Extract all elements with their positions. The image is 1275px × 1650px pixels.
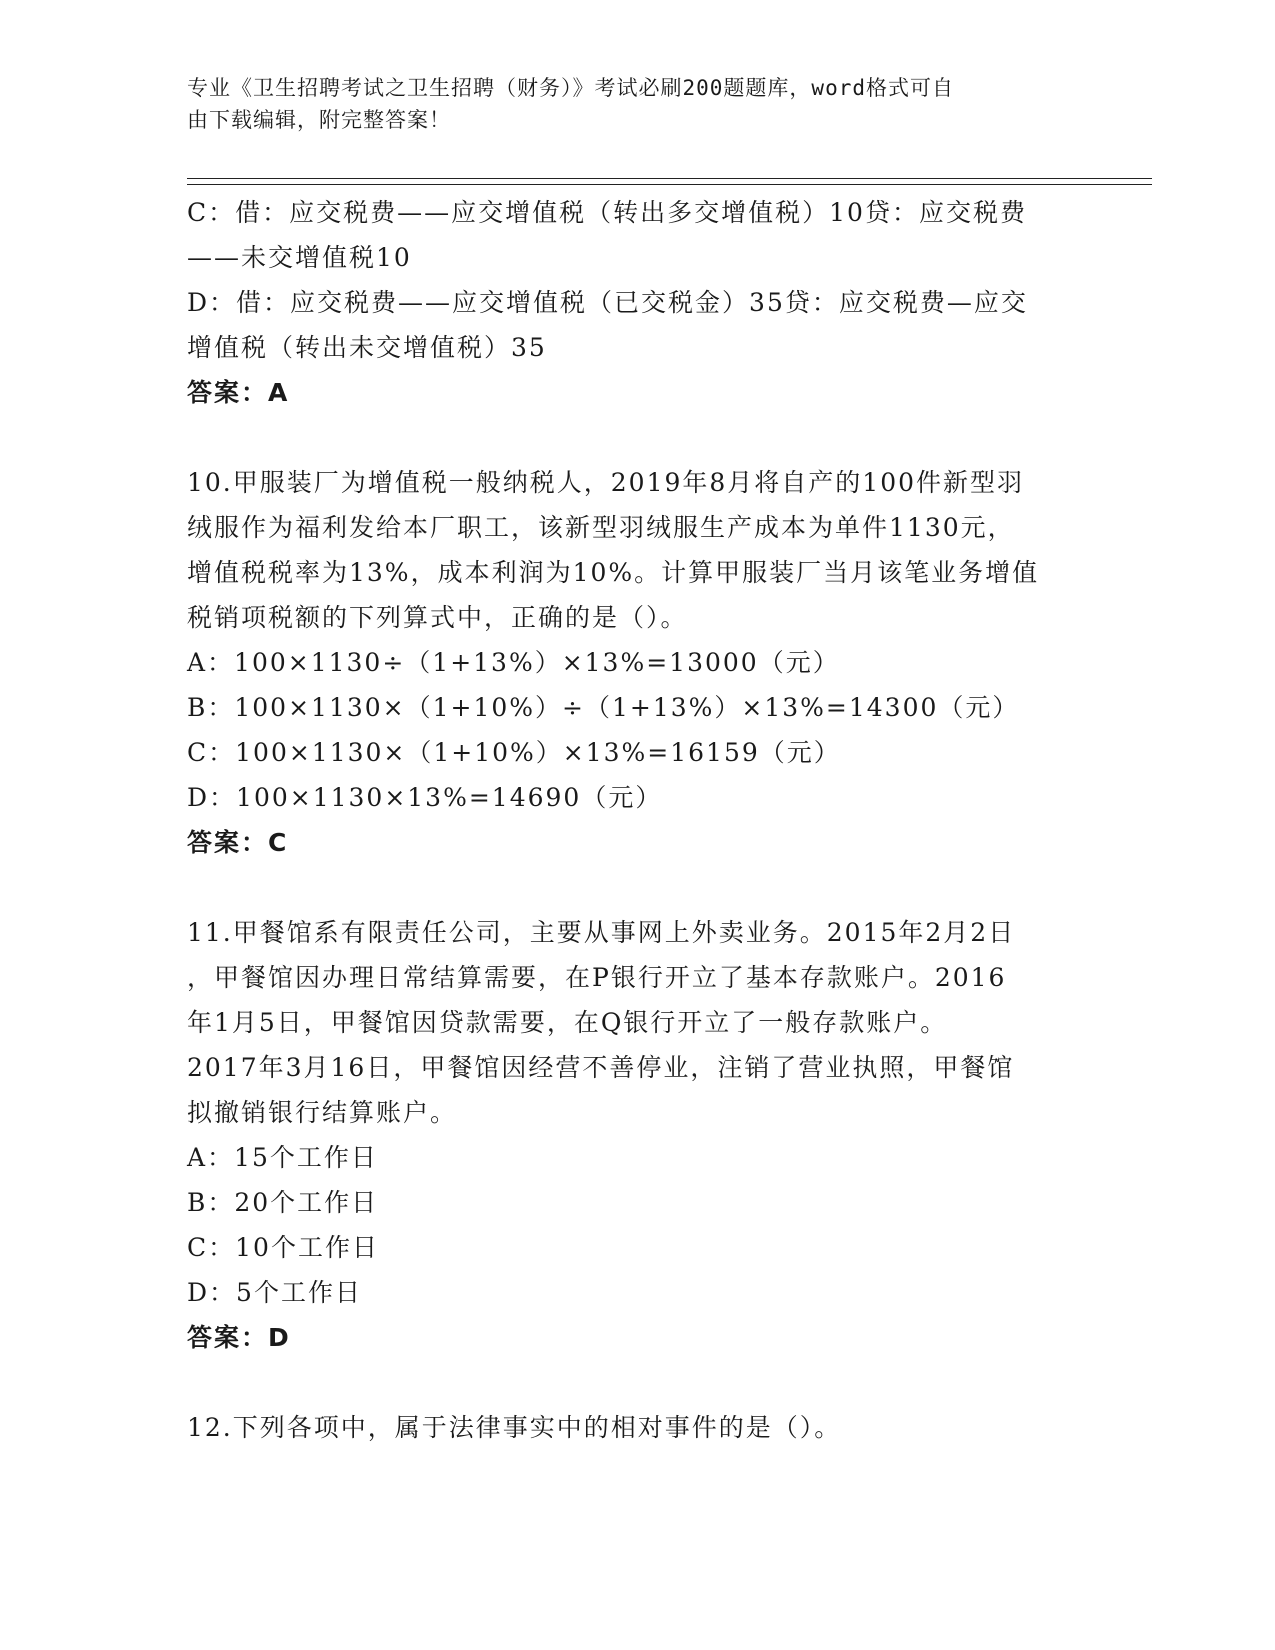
q11-option-b: B：20个工作日: [187, 1188, 379, 1217]
question-10-block: [187, 460, 1092, 865]
question-11-block: [187, 910, 1092, 1360]
q11-stem-line-4: 2017年3月16日，甲餐馆因经营不善停业，注销了营业执照，甲餐馆: [187, 1053, 1015, 1082]
q11-stem-line-5: 拟撤销银行结算账户。: [187, 1098, 458, 1127]
spacer: [187, 1360, 1092, 1405]
q11-option-d: D：5个工作日: [187, 1278, 362, 1307]
header-divider-top: [187, 178, 1152, 179]
q11-stem-line-2: ，甲餐馆因办理日常结算需要，在P银行开立了基本存款账户。2016: [187, 963, 1007, 992]
spacer: [187, 415, 1092, 460]
spacer: [187, 865, 1092, 910]
q10-stem-line-3: 增值税税率为13%，成本利润为10%。计算甲服装厂当月该笔业务增值: [187, 558, 1040, 587]
q10-stem-line-2: 绒服作为福利发给本厂职工，该新型羽绒服生产成本为单件1130元，: [187, 513, 1015, 542]
q10-answer: 答案：C: [187, 828, 289, 857]
q10-option-a: A：100×1130÷（1+13%）×13%=13000（元）: [187, 648, 840, 677]
q10-stem-line-4: 税销项税额的下列算式中，正确的是（）。: [187, 603, 688, 632]
q10-option-d: D：100×1130×13%=14690（元）: [187, 783, 663, 812]
q12-stem-line-1: 12.下列各项中，属于法律事实中的相对事件的是（）。: [187, 1413, 842, 1442]
q10-option-b: B：100×1130×（1+10%）÷（1+13%）×13%=14300（元）: [187, 693, 1020, 722]
q9-option-c-line-1: C：借：应交税费——应交增值税（转出多交增值税）10贷：应交税费: [187, 198, 1027, 227]
q11-stem-line-1: 11.甲餐馆系有限责任公司，主要从事网上外卖业务。2015年2月2日: [187, 918, 1016, 947]
header-title-line-2: 由下载编辑，附完整答案！: [187, 108, 451, 132]
document-body: [187, 190, 1092, 1450]
question-9-block: [187, 190, 1092, 415]
header-title-line-1: 专业《卫生招聘考试之卫生招聘（财务）》考试必刷200题题库，word格式可自: [187, 76, 954, 100]
q11-stem-line-3: 年1月5日，甲餐馆因贷款需要，在Q银行开立了一般存款账户。: [187, 1008, 948, 1037]
question-12-block: [187, 1405, 1092, 1450]
q11-answer: 答案：D: [187, 1323, 291, 1352]
header-divider-bottom: [187, 184, 1152, 185]
q9-option-d-line-2: 增值税（转出未交增值税）35: [187, 333, 547, 362]
q11-option-c: C：10个工作日: [187, 1233, 379, 1262]
q9-answer: 答案：A: [187, 378, 290, 407]
document-header: [187, 72, 1067, 136]
q9-option-d-line-1: D：借：应交税费——应交增值税（已交税金）35贷：应交税费—应交: [187, 288, 1028, 317]
q9-option-c-line-2: ——未交增值税10: [187, 243, 412, 272]
q10-stem-line-1: 10.甲服装厂为增值税一般纳税人，2019年8月将自产的100件新型羽: [187, 468, 1025, 497]
q10-option-c: C：100×1130×（1+10%）×13%=16159（元）: [187, 738, 841, 767]
q11-option-a: A：15个工作日: [187, 1143, 378, 1172]
